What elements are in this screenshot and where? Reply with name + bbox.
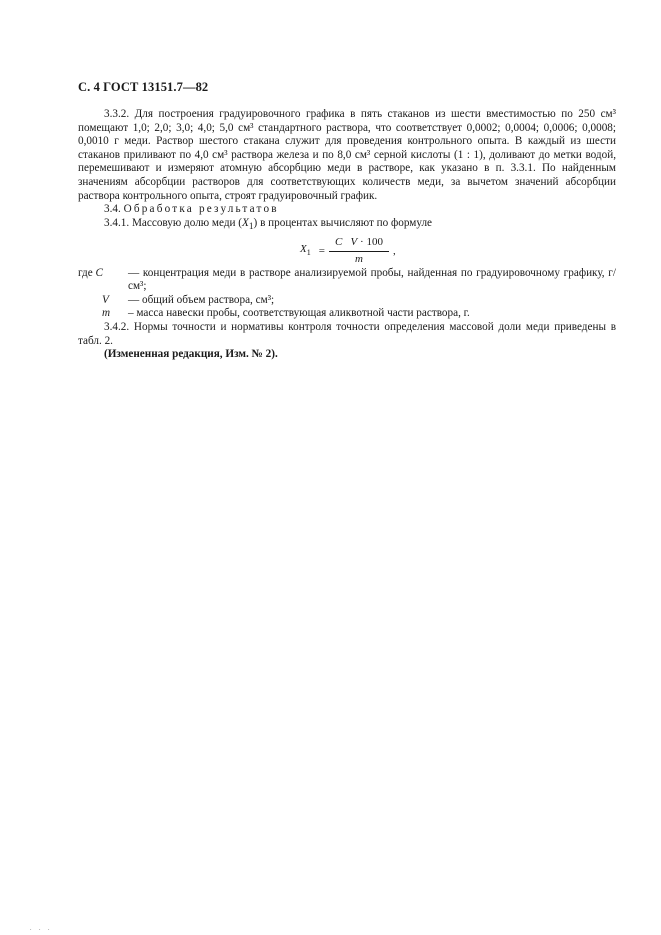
formula-block [78,237,616,267]
num-v: V [350,236,358,249]
formula-equals: = [318,244,325,257]
formula-numerator [329,236,389,252]
text-before-var: 3.4.1. Массовую долю меди ( [104,216,243,229]
text-after-var: ) в процентах вычисляют по формуле [253,216,433,229]
definition-c [78,267,616,294]
formula-trail: , [392,244,396,257]
section-number: 3.4. [104,203,121,216]
v-text: — общий объем раствора, см³; [128,293,275,306]
amendment-note: (Измененная редакция, Изм. № 2). [104,348,278,361]
paragraph-3-4-1 [78,217,616,235]
m-text: – масса навески пробы, соответствующая аликвотной части раствора, г. [128,307,470,320]
var-x-sub: 1 [248,221,254,232]
formula-fraction [329,236,389,266]
definition-where [78,267,103,281]
section-3-4-heading [78,203,616,217]
num-c: C [334,236,343,249]
v-symbol: V [102,293,109,306]
formula-lhs-sub: 1 [306,248,311,258]
m-symbol: m [102,307,111,320]
where-word: где [78,266,93,279]
section-title: Обработка результатов [123,203,279,216]
formula-lhs-symbol: X [300,243,307,256]
page-header: С. 4 ГОСТ 13151.7—82 [78,80,209,94]
num-mul: · 100 [360,236,383,249]
paragraph-3-4-2: 3.4.2. Нормы точности и нормативы контроля точности определения массовой доли меди приведены в табл. 2. [78,320,616,347]
scan-mark: . . . [30,926,53,932]
c-text: — концентрация меди в растворе анализируемой пробы, найденная по градуировочному графику, г/см³; [128,266,616,293]
formula [300,237,396,267]
var-x: X [242,216,249,229]
document-body [78,108,616,362]
paragraph-3-3-2: 3.3.2. Для построения градуировочного графика в пять стаканов из шести вместимостью по 250 см³ помещают 1,0; 2,0; 3,0; 4,0; 5,0 см³ стандартного раствора, что соответствует 0,0002; 0,0004; 0,0006; 0,0008; 0,0010 г меди. Раствор шестого стакана служит для проведения контрольного опыта. В каждый из шести стаканов приливают по 4,0 см³ раствора железа и по 8,0 см³ серной кислоты (1 : 1), доливают до метки водой, перемешивают и измеряют атомную абсорбцию меди в растворе, как указано в п. 3.3.1. По найденным значениям абсорбции растворов для соответствующих количеств меди, за вычетом значений абсорбции раствора контрольного опыта, строят градуировочный график. [78,108,616,202]
c-symbol: C [95,266,103,279]
formula-lhs [300,243,311,260]
formula-denominator: m [354,253,363,266]
definition-m [78,307,616,321]
definition-v [78,294,616,308]
